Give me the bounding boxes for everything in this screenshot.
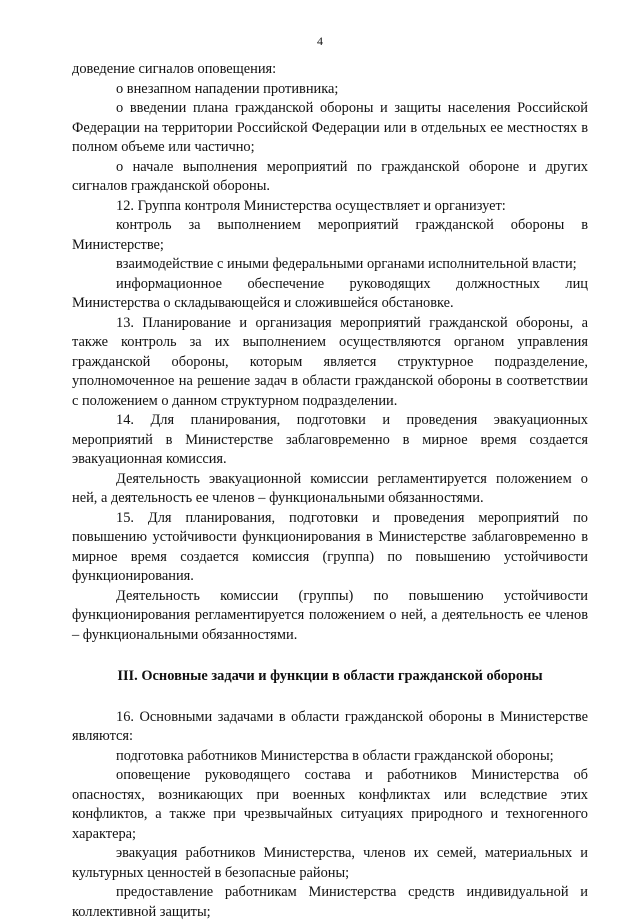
paragraph-17: предоставление работникам Министерства средств индивидуальной и коллективной защиты; (72, 884, 588, 920)
document-body (72, 60, 588, 922)
paragraph-11: 15. Для планирования, подготовки и проведения мероприятий по повышению устойчивости функционирования в Министерстве заблаговременно в мирное время создается комиссия (группа) по повышению устойчивости функционирования. (72, 509, 588, 584)
paragraph-4: 12. Группа контроля Министерства осуществляет и организует: (116, 197, 506, 214)
paragraph-0: доведение сигналов оповещения: (72, 61, 277, 77)
paragraph-16: эвакуация работников Министерства, членов их семей, материальных и культурных ценностей в безопасные районы; (72, 845, 588, 881)
paragraph-2: о введении плана гражданской обороны и защиты населения Российской Федерации на территории Российской Федерации или в отдельных ее местностях в полном объеме или частично; (72, 100, 588, 155)
paragraph-9: 14. Для планирования, подготовки и проведения эвакуационных мероприятий в Министерстве заблаговременно в мирное время создается эвакуационная комиссия. (72, 412, 588, 467)
paragraph-6: взаимодействие с иными федеральными органами исполнительной власти; (116, 256, 577, 272)
paragraph-10: Деятельность эвакуационной комиссии регламентируется положением о ней, а деятельность ее членов – функциональными обязанностями. (72, 470, 588, 506)
paragraph-12: Деятельность комиссии (группы) по повышению устойчивости функционирования регламентируется положением о ней, а деятельность ее членов – функциональными обязанностями. (72, 587, 588, 643)
paragraph-7: информационное обеспечение руководящих должностных лиц Министерства о складывающейся и сложившейся обстановке. (72, 275, 588, 311)
page-number: 4 (317, 34, 323, 48)
section-heading: III. Основные задачи и функции в области гражданской обороны (117, 668, 543, 684)
paragraph-14: подготовка работников Министерства в области гражданской обороны; (116, 747, 554, 764)
paragraph-1: о внезапном нападении противника; (116, 80, 339, 97)
paragraph-15: оповещение руководящего состава и работников Министерства об опасностях, возникающих при военных конфликтах или вследствие этих конфликтов, а также при чрезвычайных ситуациях природного и техногенного характера; (72, 767, 588, 842)
paragraph-8: 13. Планирование и организация мероприятий гражданской обороны, а также контроль за их выполнением осуществляются органом управления гражданской обороны, которым является структурное подразделение, уполномоченное на решение задач в области гражданской обороны в соответствии с положением о данном структурном подразделении. (72, 314, 588, 409)
paragraph-3: о начале выполнения мероприятий по гражданской обороне и других сигналов гражданской обороны. (72, 158, 588, 194)
paragraph-13: 16. Основными задачами в области гражданской обороны в Министерстве являются: (72, 708, 588, 744)
paragraph-5: контроль за выполнением мероприятий гражданской обороны в Министерстве; (72, 217, 588, 253)
